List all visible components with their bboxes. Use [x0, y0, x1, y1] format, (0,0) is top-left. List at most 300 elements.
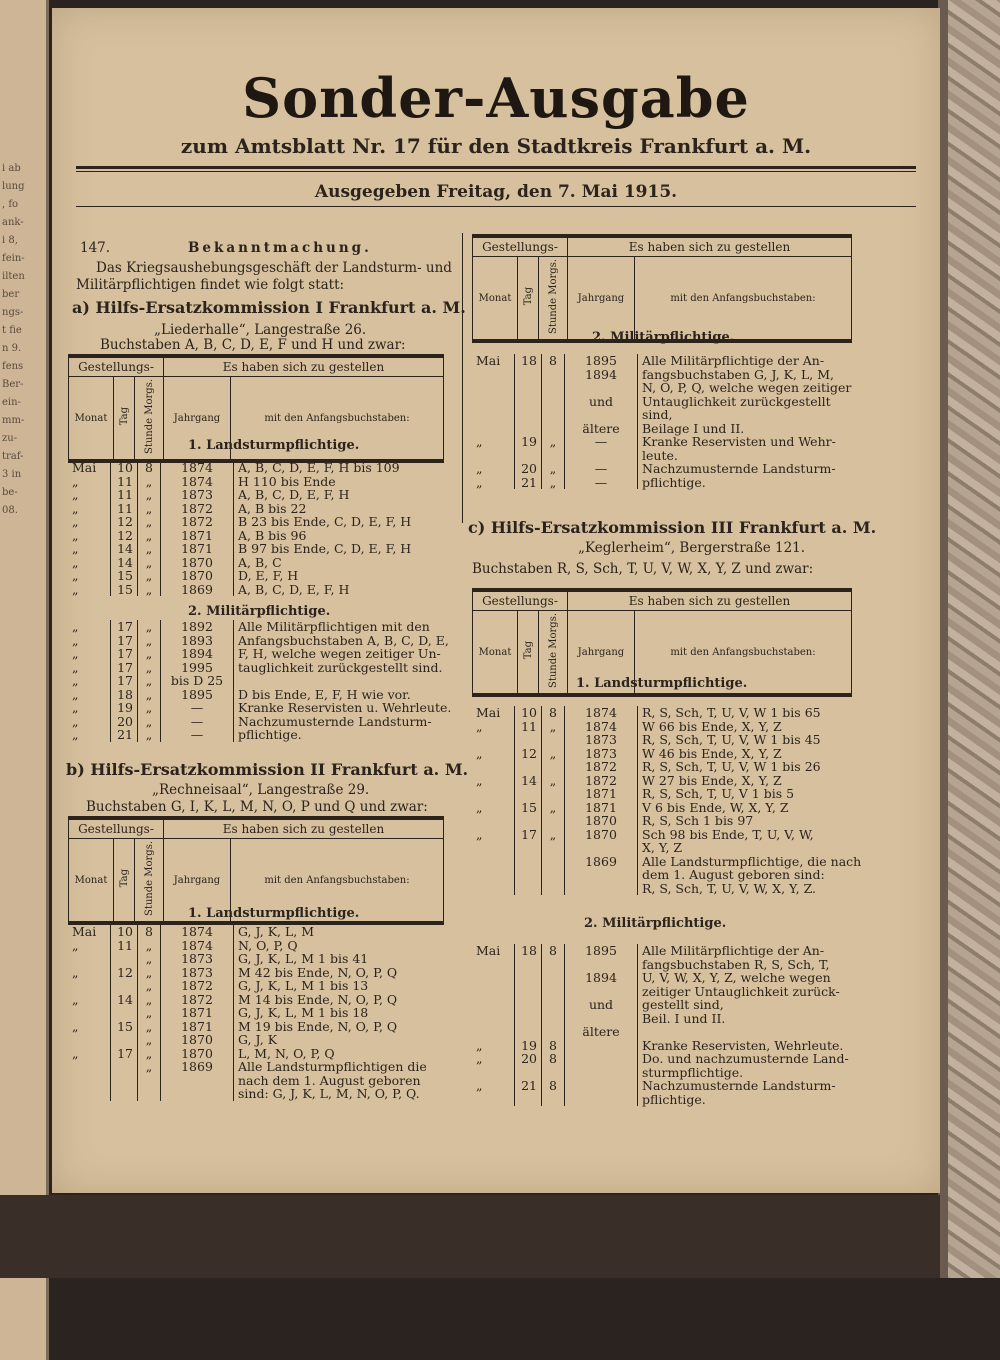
letters-cell: R, S, Sch, T, U, V, W, X, Y, Z.	[642, 880, 817, 896]
month-cell: „	[476, 826, 483, 842]
header-es-haben: Es haben sich zu gestellen	[568, 592, 852, 611]
hour-cell: 8	[549, 1051, 557, 1066]
year-cell	[565, 381, 638, 395]
table-row	[68, 583, 415, 597]
table-row	[472, 985, 853, 999]
month-cell	[472, 855, 515, 869]
day-cell: 12	[111, 529, 138, 543]
marbled-book-edge	[938, 0, 1000, 1278]
letters-cell: G, J, K, L, M	[238, 924, 315, 939]
year-cell: 1874	[161, 925, 234, 939]
month-cell: „	[72, 619, 79, 634]
table-row	[68, 1020, 431, 1034]
day-cell: 15	[111, 583, 138, 597]
year-cell	[565, 1012, 638, 1026]
day-cell: 17	[515, 828, 542, 842]
month-cell	[472, 449, 515, 463]
header-buchstaben: mit den Anfangsbuchstaben:	[231, 377, 444, 460]
hour-cell: „	[145, 713, 153, 729]
month-cell	[472, 958, 515, 972]
day-cell	[111, 1033, 138, 1047]
table-row	[68, 529, 415, 543]
day-cell	[111, 979, 138, 993]
day-cell: 11	[111, 475, 138, 489]
year-cell	[565, 1093, 638, 1107]
hour-cell: 8	[145, 924, 153, 939]
day-cell: 11	[111, 939, 138, 953]
adjacent-page-fragment: ber	[2, 289, 20, 300]
month-cell	[472, 1012, 515, 1026]
year-cell	[565, 408, 638, 422]
year-cell: 1894	[565, 971, 638, 985]
adjacent-page-fragment: n 9.	[2, 343, 22, 354]
table-row	[68, 728, 455, 742]
table-row	[472, 998, 853, 1012]
year-cell: 1870	[565, 828, 638, 842]
header-stunde: Stunde Morgs.	[143, 379, 155, 454]
hour-cell: „	[549, 799, 557, 815]
table-row	[68, 620, 455, 634]
header-monat: Monat	[69, 377, 114, 460]
month-cell: „	[72, 686, 79, 702]
day-cell: 11	[111, 502, 138, 516]
month-cell: „	[476, 1037, 483, 1053]
year-cell	[565, 882, 638, 896]
month-cell: „	[72, 673, 79, 688]
month-cell	[472, 381, 515, 395]
hour-cell: „	[549, 745, 557, 761]
table-row	[68, 542, 415, 556]
letters-cell: pflichtige.	[238, 727, 302, 742]
header-tag: Tag	[118, 407, 130, 426]
letters-cell: G, J, K	[238, 1032, 278, 1047]
day-cell	[515, 1012, 542, 1026]
day-cell	[515, 760, 542, 774]
adjacent-page-fragment: traf-	[2, 451, 24, 462]
day-cell	[515, 841, 542, 855]
day-cell	[515, 422, 542, 436]
section-c-sub2: 2. Militärpflichtige.	[584, 916, 727, 931]
hour-cell	[138, 1074, 161, 1088]
letters-cell: pflichtige.	[642, 1091, 706, 1107]
day-cell	[111, 952, 138, 966]
month-cell	[472, 998, 515, 1012]
day-cell	[515, 787, 542, 801]
section-a-title: a) Hilfs-Ersatzkommission I Frankfurt a. M.	[72, 298, 466, 317]
day-cell: 11	[515, 720, 542, 734]
day-cell	[111, 1060, 138, 1074]
year-cell: 1874	[565, 706, 638, 720]
hour-cell	[542, 958, 565, 972]
day-cell	[515, 449, 542, 463]
adjacent-page-fragment: mm-	[2, 415, 25, 426]
continuation-military-rows	[472, 354, 855, 489]
letters-cell: pflichtige.	[642, 474, 706, 490]
table-row	[472, 1079, 853, 1093]
letters-cell: A, B, C, D, E, F, H bis 109	[238, 460, 400, 475]
year-cell: 1871	[161, 542, 234, 556]
letters-cell: N, O, P, Q, welche wegen zeitiger	[642, 380, 852, 395]
table-row	[68, 939, 431, 953]
continuation-table-header	[472, 234, 852, 343]
table-row	[68, 515, 415, 529]
month-cell: „	[72, 500, 79, 516]
hour-cell: „	[145, 1045, 153, 1061]
day-cell: 14	[111, 993, 138, 1007]
hour-cell: 8	[549, 943, 557, 958]
year-cell: 1871	[565, 787, 638, 801]
day-cell	[515, 958, 542, 972]
letters-cell: Beil. I und II.	[642, 1010, 726, 1026]
adjacent-page-fragment: ngs-	[2, 307, 24, 318]
month-cell: „	[72, 727, 79, 742]
hour-cell: „	[145, 500, 153, 516]
section-a-sub1: 1. Landsturmpflichtige.	[188, 438, 360, 453]
year-cell	[565, 958, 638, 972]
year-cell	[565, 449, 638, 463]
hour-cell	[542, 368, 565, 382]
year-cell: 1871	[161, 529, 234, 543]
letters-cell: X, Y, Z	[642, 840, 683, 855]
hour-cell: „	[145, 951, 153, 966]
month-cell: „	[72, 1018, 79, 1034]
month-cell	[68, 1060, 111, 1074]
hour-cell	[542, 882, 565, 896]
letters-cell: Alle Militärpflichtige der An-	[642, 353, 825, 368]
letters-cell: R, S, Sch, T, U, V, W 1 bis 65	[642, 705, 821, 720]
letters-cell: B 23 bis Ende, C, D, E, F, H	[238, 514, 412, 529]
letters-cell: W 27 bis Ende, X, Y, Z	[642, 772, 782, 788]
column-divider	[462, 233, 463, 523]
hour-cell: „	[145, 1059, 153, 1074]
year-cell: und	[565, 395, 638, 409]
month-cell	[68, 1074, 111, 1088]
table-row	[472, 720, 865, 734]
year-cell: 1869	[565, 855, 638, 869]
year-cell: 1892	[161, 620, 234, 634]
month-cell: „	[72, 1045, 79, 1061]
hour-cell	[542, 971, 565, 985]
day-cell	[515, 882, 542, 896]
year-cell	[565, 1039, 638, 1053]
hour-cell	[542, 787, 565, 801]
table-row	[68, 701, 455, 715]
table-row	[68, 993, 431, 1007]
section-a-place: „Liederhalle“, Langestraße 26.	[154, 322, 367, 338]
year-cell: —	[565, 435, 638, 449]
hour-cell	[542, 1025, 565, 1039]
table-row	[68, 461, 415, 475]
table-row	[472, 747, 865, 761]
table-row	[68, 674, 455, 688]
table-row	[472, 381, 855, 395]
letters-cell: H 110 bis Ende	[238, 473, 336, 489]
table-row	[472, 1052, 853, 1066]
header-es-haben: Es haben sich zu gestellen	[568, 238, 852, 257]
adjacent-page-fragment: lung	[2, 181, 25, 192]
month-cell: Mai	[72, 460, 97, 475]
day-cell: 15	[111, 1020, 138, 1034]
notice-heading: Bekanntmachung.	[188, 240, 372, 256]
day-cell: 15	[111, 569, 138, 583]
hour-cell: „	[145, 619, 153, 634]
hour-cell	[542, 998, 565, 1012]
letters-cell: Do. und nachzumusternde Land-	[642, 1051, 849, 1066]
year-cell: 1995	[161, 661, 234, 675]
table-row	[68, 569, 415, 583]
hour-cell: „	[145, 487, 153, 502]
section-b-letters: Buchstaben G, I, K, L, M, N, O, P und Q und zwar:	[86, 799, 428, 815]
letters-cell: F, H, welche wegen zeitiger Un-	[238, 646, 441, 661]
adjacent-page-fragment: i ab	[2, 163, 21, 174]
month-cell: „	[72, 487, 79, 502]
hour-cell	[542, 422, 565, 436]
year-cell: 1874	[161, 939, 234, 953]
section-c-sub1: 1. Landsturmpflichtige.	[576, 676, 748, 691]
hour-cell: „	[549, 474, 557, 490]
day-cell: 19	[111, 701, 138, 715]
month-cell: „	[72, 991, 79, 1007]
year-cell: 1870	[161, 1033, 234, 1047]
table-row	[472, 1025, 853, 1039]
header-gestellung: Gestellungs-	[473, 592, 568, 611]
letters-cell: Alle Militärpflichtigen mit den	[238, 619, 430, 634]
year-cell	[161, 1087, 234, 1101]
day-cell: 10	[515, 706, 542, 720]
year-cell	[565, 1066, 638, 1080]
section-a-military-rows	[68, 620, 455, 742]
table-row	[472, 774, 865, 788]
hour-cell: „	[145, 700, 153, 715]
hour-cell	[542, 814, 565, 828]
month-cell	[472, 422, 515, 436]
year-cell: 1873	[565, 733, 638, 747]
year-cell: —	[161, 701, 234, 715]
hour-cell: „	[145, 1018, 153, 1034]
table-row	[472, 1039, 853, 1053]
adjacent-page-fragment: ein-	[2, 397, 21, 408]
hour-cell: „	[145, 541, 153, 556]
section-c-landsturm-rows	[472, 706, 865, 895]
month-cell	[472, 1093, 515, 1107]
day-cell	[515, 855, 542, 869]
table-row	[472, 408, 855, 422]
year-cell: ältere	[565, 422, 638, 436]
hour-cell: „	[145, 978, 153, 993]
hour-cell: „	[145, 554, 153, 570]
table-row	[472, 760, 865, 774]
table-row	[472, 814, 865, 828]
day-cell: 14	[515, 774, 542, 788]
day-cell	[515, 395, 542, 409]
day-cell	[515, 381, 542, 395]
month-cell	[472, 971, 515, 985]
page-subtitle: zum Amtsblatt Nr. 17 für den Stadtkreis Frankfurt a. M.	[180, 134, 812, 158]
table-row	[68, 1047, 431, 1061]
section-a-sub2: 2. Militärpflichtige.	[188, 604, 331, 619]
year-cell	[161, 1074, 234, 1088]
month-cell: „	[72, 659, 79, 675]
table-row	[68, 502, 415, 516]
day-cell: 17	[111, 634, 138, 648]
day-cell	[111, 1087, 138, 1101]
day-cell: 17	[111, 674, 138, 688]
hour-cell: „	[549, 461, 557, 476]
month-cell: „	[72, 514, 79, 529]
table-row	[472, 462, 855, 476]
year-cell: 1872	[161, 979, 234, 993]
table-row	[68, 688, 455, 702]
header-es-haben: Es haben sich zu gestellen	[164, 820, 444, 839]
day-cell: 15	[515, 801, 542, 815]
month-cell	[472, 408, 515, 422]
year-cell: 1873	[161, 952, 234, 966]
header-tag: Tag	[118, 869, 130, 888]
month-cell: „	[476, 1078, 483, 1093]
year-cell: 1874	[161, 475, 234, 489]
adjacent-page-fragment: Ber-	[2, 379, 24, 390]
hour-cell	[542, 855, 565, 869]
table-row	[472, 422, 855, 436]
hour-cell: „	[145, 581, 153, 597]
hour-cell: „	[145, 514, 153, 529]
day-cell: 12	[515, 747, 542, 761]
day-cell: 19	[515, 1039, 542, 1053]
month-cell: „	[72, 713, 79, 729]
month-cell: „	[72, 937, 79, 953]
letters-cell: Sch 98 bis Ende, T, U, V, W,	[642, 826, 814, 842]
day-cell	[515, 408, 542, 422]
header-buchstaben: mit den Anfangsbuchstaben:	[635, 257, 852, 340]
letters-cell: Alle Militärpflichtige der An-	[642, 943, 825, 958]
letters-cell: N, O, P, Q	[238, 937, 298, 953]
month-cell: „	[72, 581, 79, 597]
year-cell: 1894	[161, 647, 234, 661]
table-row	[472, 882, 865, 896]
header-stunde: Stunde Morgs.	[547, 613, 559, 688]
hour-cell: 8	[549, 705, 557, 720]
year-cell: 1895	[565, 944, 638, 958]
letters-cell: Nachzumusternde Landsturm-	[238, 713, 432, 729]
hour-cell: 8	[145, 460, 153, 475]
header-monat: Monat	[69, 839, 114, 922]
hour-cell	[542, 408, 565, 422]
table-row	[472, 944, 853, 958]
month-cell: „	[476, 1051, 483, 1066]
table-row	[68, 556, 415, 570]
notice-number: 147.	[80, 240, 111, 256]
hour-cell	[542, 733, 565, 747]
section-c-letters: Buchstaben R, S, Sch, T, U, V, W, X, Y, Z und zwar:	[472, 561, 814, 577]
letters-cell: M 19 bis Ende, N, O, P, Q	[238, 1018, 398, 1034]
continuation-sub2: 2. Militärpflichtige.	[592, 330, 735, 345]
day-cell	[515, 998, 542, 1012]
hour-cell: „	[145, 964, 153, 980]
year-cell: 1894	[565, 368, 638, 382]
header-tag: Tag	[522, 641, 534, 660]
day-cell: 18	[515, 354, 542, 368]
day-cell: 12	[111, 966, 138, 980]
letters-cell: Nachzumusternde Landsturm-	[642, 461, 836, 476]
month-cell: Mai	[476, 353, 501, 368]
day-cell	[515, 971, 542, 985]
letters-cell: W 46 bis Ende, X, Y, Z	[642, 745, 782, 761]
section-b-sub1: 1. Landsturmpflichtige.	[188, 906, 360, 921]
day-cell: 18	[111, 688, 138, 702]
header-buchstaben: mit den Anfangsbuchstaben:	[231, 839, 444, 922]
hour-cell	[542, 449, 565, 463]
letters-cell: sind,	[642, 407, 673, 422]
letters-cell: Alle Landsturmpflichtigen die	[238, 1059, 427, 1074]
table-row	[68, 715, 455, 729]
month-cell: „	[72, 568, 79, 583]
year-cell: 1871	[565, 801, 638, 815]
header-monat: Monat	[473, 611, 518, 694]
section-b-place: „Rechneisaal“, Langestraße 29.	[152, 782, 370, 798]
day-cell: 14	[111, 542, 138, 556]
letters-cell: G, J, K, L, M 1 bis 18	[238, 1005, 369, 1020]
hour-cell: „	[145, 568, 153, 583]
hour-cell: „	[549, 826, 557, 842]
letters-cell: Beilage I und II.	[642, 420, 745, 436]
letters-cell: fangsbuchstaben G, J, K, L, M,	[642, 366, 834, 382]
day-cell: 17	[111, 661, 138, 675]
year-cell: 1873	[161, 488, 234, 502]
month-cell	[472, 733, 515, 747]
month-cell: „	[476, 461, 483, 476]
day-cell	[111, 1074, 138, 1088]
year-cell: —	[161, 728, 234, 742]
header-jahrgang: Jahrgang	[568, 611, 635, 694]
year-cell	[565, 985, 638, 999]
table-row	[68, 661, 455, 675]
day-cell: 20	[515, 1052, 542, 1066]
day-cell: 20	[515, 462, 542, 476]
section-a-landsturm-rows	[68, 461, 415, 596]
month-cell	[472, 787, 515, 801]
hour-cell: 8	[549, 353, 557, 368]
adjacent-page-fragment: be-	[2, 487, 18, 498]
month-cell	[68, 1006, 111, 1020]
adjacent-page-fragment: fens	[2, 361, 24, 372]
year-cell: 1869	[161, 583, 234, 597]
letters-cell: A, B, C, D, E, F, H	[238, 487, 350, 502]
day-cell: 20	[111, 715, 138, 729]
table-row	[68, 952, 431, 966]
day-cell	[515, 733, 542, 747]
header-es-haben: Es haben sich zu gestellen	[164, 358, 444, 377]
table-row	[472, 449, 855, 463]
letters-cell: Alle Landsturmpflichtige, die nach	[642, 853, 862, 869]
letters-cell: M 14 bis Ende, N, O, P, Q	[238, 991, 398, 1007]
year-cell: —	[565, 462, 638, 476]
hour-cell	[542, 760, 565, 774]
header-gestellung: Gestellungs-	[473, 238, 568, 257]
year-cell: 1895	[565, 354, 638, 368]
year-cell: 1872	[161, 502, 234, 516]
hour-cell	[542, 985, 565, 999]
hour-cell	[542, 1012, 565, 1026]
day-cell: 21	[111, 728, 138, 742]
section-a-letters: Buchstaben A, B, C, D, E, F und H und zwar:	[100, 337, 406, 353]
hour-cell: „	[145, 473, 153, 489]
day-cell	[515, 814, 542, 828]
day-cell: 10	[111, 461, 138, 475]
header-jahrgang: Jahrgang	[164, 377, 231, 460]
issue-date: Ausgegeben Freitag, den 7. Mai 1915.	[314, 182, 678, 202]
day-cell	[515, 1025, 542, 1039]
notice-intro-line2: Militärpflichtigen findet wie folgt statt:	[76, 277, 345, 293]
